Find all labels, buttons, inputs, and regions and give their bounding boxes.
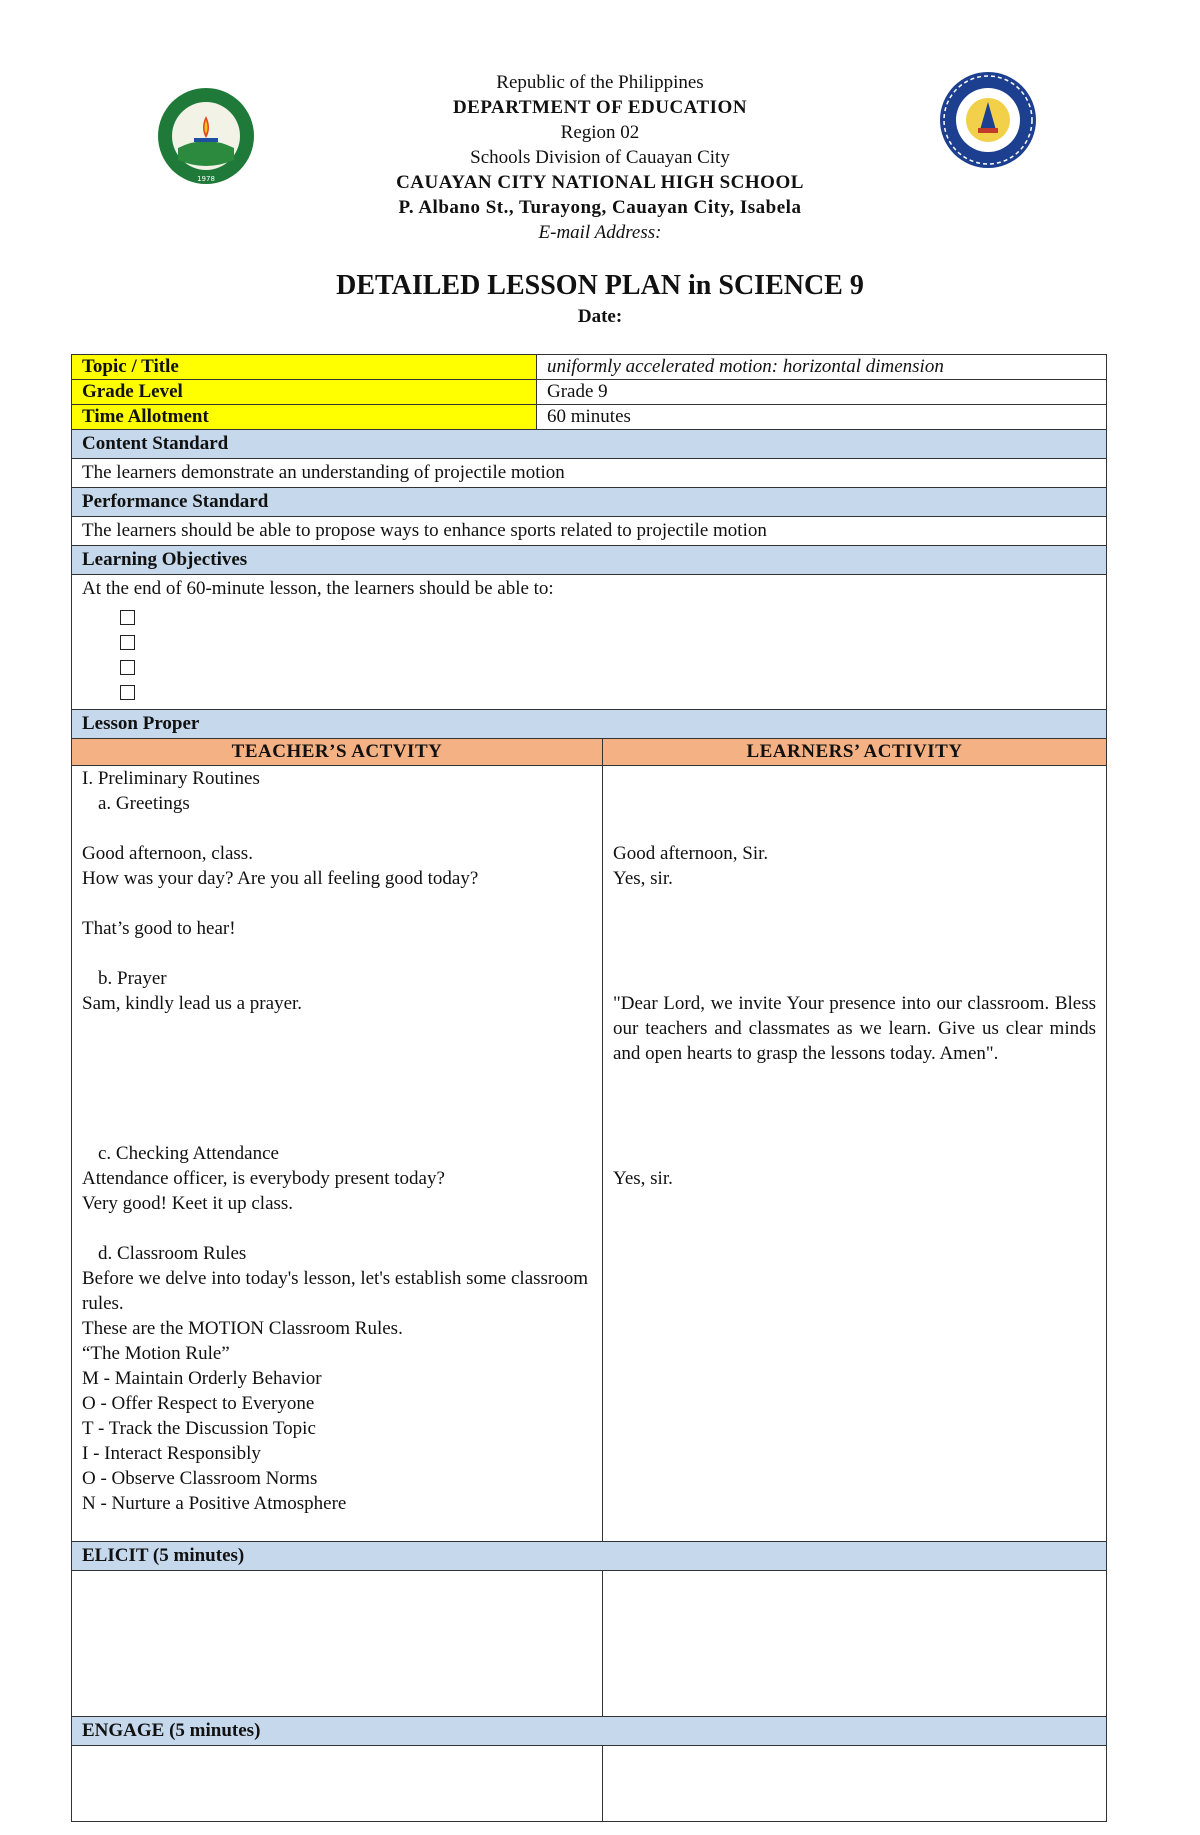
isabela-state-university-seal-icon bbox=[156, 86, 256, 186]
learning-objectives-row bbox=[72, 575, 1106, 710]
teacher-line: I. Preliminary Routines bbox=[82, 768, 260, 789]
learner-activity-header: LEARNERS’ ACTIVITY bbox=[603, 739, 1106, 765]
teacher-line: Sam, kindly lead us a prayer. bbox=[82, 993, 303, 1014]
elicit-learner-cell bbox=[603, 1571, 1106, 1716]
section-label: Performance Standard bbox=[72, 488, 1106, 516]
teacher-line bbox=[82, 1091, 592, 1116]
section-label: ENGAGE (5 minutes) bbox=[72, 1717, 1106, 1745]
teacher-line: c. Checking Attendance bbox=[98, 1143, 279, 1164]
content-standard-heading bbox=[72, 430, 1106, 459]
teacher-line: These are the MOTION Classroom Rules. bbox=[82, 1318, 403, 1339]
learner-spacer bbox=[613, 966, 1096, 991]
performance-standard-heading bbox=[72, 488, 1106, 517]
learner-spacer bbox=[613, 766, 1096, 791]
teacher-line: How was your day? Are you all feeling good today? bbox=[82, 868, 479, 889]
learner-spacer bbox=[613, 916, 1096, 941]
meta-value: uniformly accelerated motion: horizontal dimension bbox=[547, 356, 944, 377]
elicit-heading bbox=[72, 1542, 1106, 1571]
performance-standard-row bbox=[72, 517, 1106, 546]
meta-value: Grade 9 bbox=[547, 381, 608, 402]
checkbox-icon bbox=[120, 610, 135, 625]
teacher-line bbox=[82, 1041, 592, 1066]
learner-response: Yes, sir. bbox=[613, 1168, 673, 1189]
teacher-line: Before we delve into today's lesson, let's establish some classroom rules. bbox=[82, 1268, 589, 1314]
engage-learner-cell bbox=[603, 1746, 1106, 1821]
lesson-plan-table bbox=[71, 354, 1107, 1822]
content-standard-text: The learners demonstrate an understanding of projectile motion bbox=[82, 462, 565, 483]
meta-value: 60 minutes bbox=[547, 406, 631, 427]
cauayan-city-nhs-seal-icon bbox=[938, 70, 1038, 170]
checkbox-icon bbox=[120, 660, 135, 675]
teacher-line: Very good! Keet it up class. bbox=[82, 1193, 294, 1214]
meta-row-time bbox=[72, 405, 1106, 430]
teacher-activity bbox=[72, 766, 603, 1541]
department-line: DEPARTMENT OF EDUCATION bbox=[452, 97, 748, 118]
teacher-line: N - Nurture a Positive Atmosphere bbox=[82, 1493, 347, 1514]
meta-key: Grade Level bbox=[72, 380, 537, 404]
performance-standard-text: The learners should be able to propose ways to enhance sports related to projectile motion bbox=[82, 520, 767, 541]
learner-spacer bbox=[613, 816, 1096, 841]
activity-header-row bbox=[72, 739, 1106, 766]
section-label: Lesson Proper bbox=[72, 710, 1106, 738]
teacher-line: d. Classroom Rules bbox=[98, 1243, 247, 1264]
list-item bbox=[120, 655, 1096, 680]
learner-prayer: "Dear Lord, we invite Your presence into our classroom. Bless our teachers and classmates as we learn. Give us clear minds and open hearts to grasp the lessons today. Amen". bbox=[613, 993, 1096, 1064]
teacher-line: Good afternoon, class. bbox=[82, 843, 253, 864]
meta-row-grade bbox=[72, 380, 1106, 405]
division-line: Schools Division of Cauayan City bbox=[470, 147, 730, 168]
learner-response: Yes, sir. bbox=[613, 868, 673, 889]
checkbox-icon bbox=[120, 685, 135, 700]
list-item bbox=[120, 605, 1096, 630]
lesson-proper-heading bbox=[72, 710, 1106, 739]
elicit-teacher-cell bbox=[72, 1571, 603, 1716]
elicit-row bbox=[72, 1571, 1106, 1717]
teacher-line: M - Maintain Orderly Behavior bbox=[82, 1368, 322, 1389]
teacher-line: T - Track the Discussion Topic bbox=[82, 1418, 316, 1439]
teacher-line bbox=[82, 1066, 592, 1091]
learning-objectives-heading bbox=[72, 546, 1106, 575]
checkbox-icon bbox=[120, 635, 135, 650]
teacher-line bbox=[82, 816, 592, 841]
engage-teacher-cell bbox=[72, 1746, 603, 1821]
document-title: DETAILED LESSON PLAN in SCIENCE 9 bbox=[336, 270, 864, 301]
teacher-line: Attendance officer, is everybody present today? bbox=[82, 1168, 445, 1189]
teacher-line bbox=[82, 891, 592, 916]
activity-body-row bbox=[72, 766, 1106, 1542]
meta-key: Time Allotment bbox=[72, 405, 537, 429]
list-item bbox=[120, 680, 1096, 705]
teacher-line: That’s good to hear! bbox=[82, 918, 236, 939]
region-line: Region 02 bbox=[560, 122, 640, 143]
meta-row-topic bbox=[72, 355, 1106, 380]
seal-year: 1978 bbox=[197, 175, 215, 183]
date-label: Date: bbox=[577, 306, 623, 327]
learner-spacer bbox=[613, 891, 1096, 916]
teacher-line: “The Motion Rule” bbox=[82, 1343, 230, 1364]
section-label: Learning Objectives bbox=[72, 546, 1106, 574]
teacher-activity-header: TEACHER’S ACTVITY bbox=[72, 739, 603, 765]
learner-spacer bbox=[613, 1141, 1096, 1166]
engage-row bbox=[72, 1746, 1106, 1821]
school-name: CAUAYAN CITY NATIONAL HIGH SCHOOL bbox=[396, 172, 804, 193]
teacher-line: O - Observe Classroom Norms bbox=[82, 1468, 318, 1489]
teacher-line: b. Prayer bbox=[98, 968, 167, 989]
objectives-intro: At the end of 60-minute lesson, the learners should be able to: bbox=[82, 578, 554, 599]
school-address: P. Albano St., Turayong, Cauayan City, Isabela bbox=[398, 197, 802, 218]
email-label: E-mail Address: bbox=[538, 222, 662, 243]
learner-spacer bbox=[613, 791, 1096, 816]
teacher-line bbox=[82, 1216, 592, 1241]
learner-activity bbox=[603, 766, 1106, 1541]
learner-spacer bbox=[613, 941, 1096, 966]
list-item bbox=[120, 630, 1096, 655]
engage-heading bbox=[72, 1717, 1106, 1746]
meta-key: Topic / Title bbox=[72, 355, 537, 379]
teacher-line bbox=[82, 1516, 592, 1541]
letterhead bbox=[300, 70, 900, 245]
learning-objectives-body bbox=[72, 575, 1106, 709]
teacher-line bbox=[82, 1116, 592, 1141]
teacher-line bbox=[82, 941, 592, 966]
learner-greeting: Good afternoon, Sir. bbox=[613, 843, 769, 864]
teacher-line: I - Interact Responsibly bbox=[82, 1443, 261, 1464]
teacher-line: O - Offer Respect to Everyone bbox=[82, 1393, 315, 1414]
objectives-list bbox=[82, 605, 1096, 705]
section-label: Content Standard bbox=[72, 430, 1106, 458]
teacher-line bbox=[82, 1016, 592, 1041]
content-standard-row bbox=[72, 459, 1106, 488]
teacher-line: a. Greetings bbox=[98, 793, 190, 814]
republic-line: Republic of the Philippines bbox=[496, 72, 704, 93]
section-label: ELICIT (5 minutes) bbox=[72, 1542, 1106, 1570]
